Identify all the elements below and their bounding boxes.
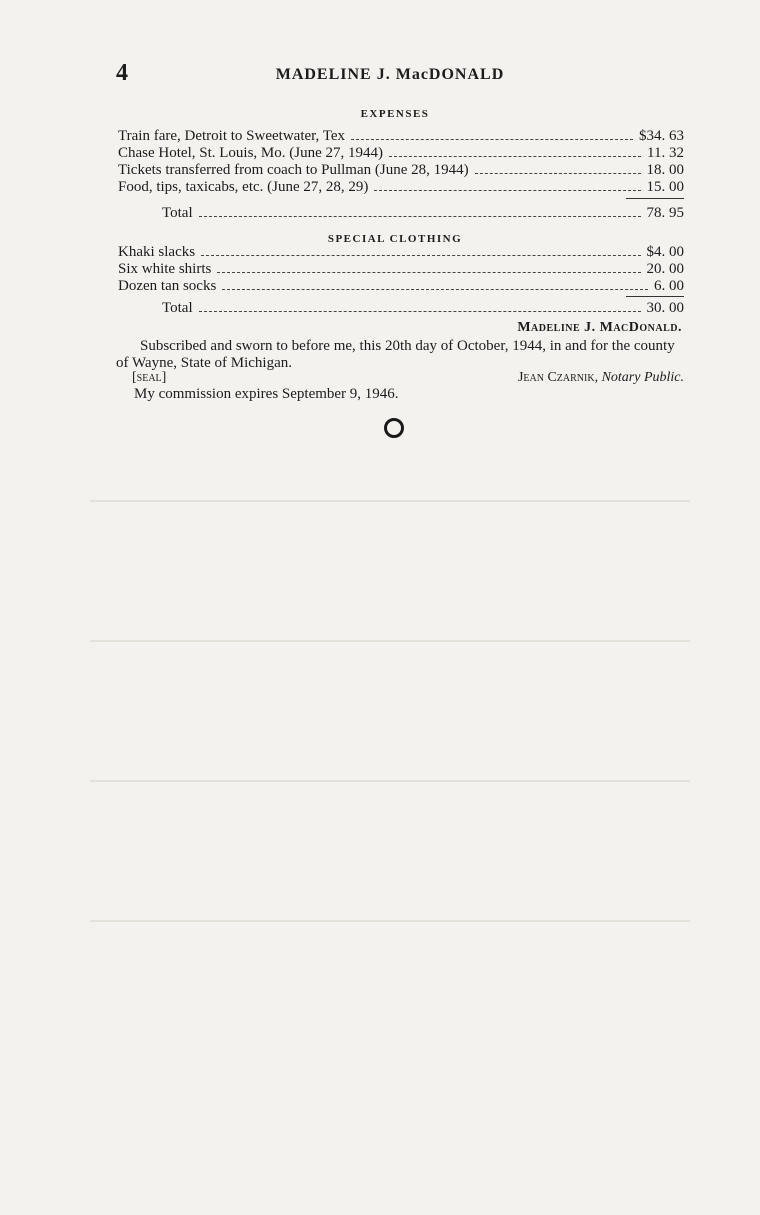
expense-row [118,145,684,162]
affiant-signature: Madeline J. MacDonald. [517,320,682,335]
expense-amount: 18. 00 [646,162,684,178]
clothing-label: Khaki slacks [118,244,196,260]
clothing-label: Dozen tan socks [118,278,217,294]
clothing-row [118,278,684,295]
total-amount: 78. 95 [646,205,684,221]
dot-leader [199,216,641,217]
dot-leader [475,173,641,174]
expenses-total-row [118,205,684,222]
notary-signature: Jean Czarnik, Notary Public. [517,370,684,385]
dot-leader [351,139,633,140]
clothing-row [118,261,684,278]
expense-row [118,128,684,145]
expense-label: Food, tips, taxicabs, etc. (June 27, 28, 29) [118,179,369,195]
notary-title: Notary Public. [601,370,684,385]
bleed-through [90,920,690,922]
clothing-row [118,244,684,261]
special-clothing-heading: SPECIAL CLOTHING [327,233,463,245]
expense-row [118,179,684,196]
total-amount: 30. 00 [646,300,684,316]
seal-mark: [seal] [132,370,167,385]
dot-leader [201,255,640,256]
jurat-paragraph: Subscribed and sworn to before me, this 20th day of October, 1944, in and for the county of Wayne, State of Michigan. [116,338,675,371]
expense-amount: 15. 00 [646,179,684,195]
total-label: Total [162,300,193,316]
dot-leader [222,289,648,290]
expense-amount: 11. 32 [647,145,684,161]
commission-expiry: My commission expires September 9, 1946. [134,386,399,402]
expense-label: Chase Hotel, St. Louis, Mo. (June 27, 1944) [118,145,383,161]
end-of-document-mark [384,418,404,438]
running-head: MADELINE J. MacDONALD [275,66,505,83]
clothing-total-row [118,300,684,317]
dot-leader [374,190,640,191]
clothing-amount: 20. 00 [646,261,684,277]
dot-leader [217,272,640,273]
sum-rule [626,296,684,297]
bleed-through [90,780,690,782]
clothing-amount: $4. 00 [646,244,684,260]
expense-amount: $34. 63 [639,128,684,144]
expense-label: Tickets transferred from coach to Pullman (June 28, 1944) [118,162,469,178]
expenses-heading: EXPENSES [360,108,430,120]
dot-leader [389,156,641,157]
page-number: 4 [116,60,128,86]
expense-label: Train fare, Detroit to Sweetwater, Tex [118,128,346,144]
sum-rule [626,198,684,199]
notary-name: Jean Czarnik [517,370,595,385]
bleed-through [90,500,690,502]
dot-leader [199,311,641,312]
total-label: Total [162,205,193,221]
bleed-through [90,640,690,642]
clothing-amount: 6. 00 [654,278,684,294]
clothing-label: Six white shirts [118,261,212,277]
expense-row [118,162,684,179]
